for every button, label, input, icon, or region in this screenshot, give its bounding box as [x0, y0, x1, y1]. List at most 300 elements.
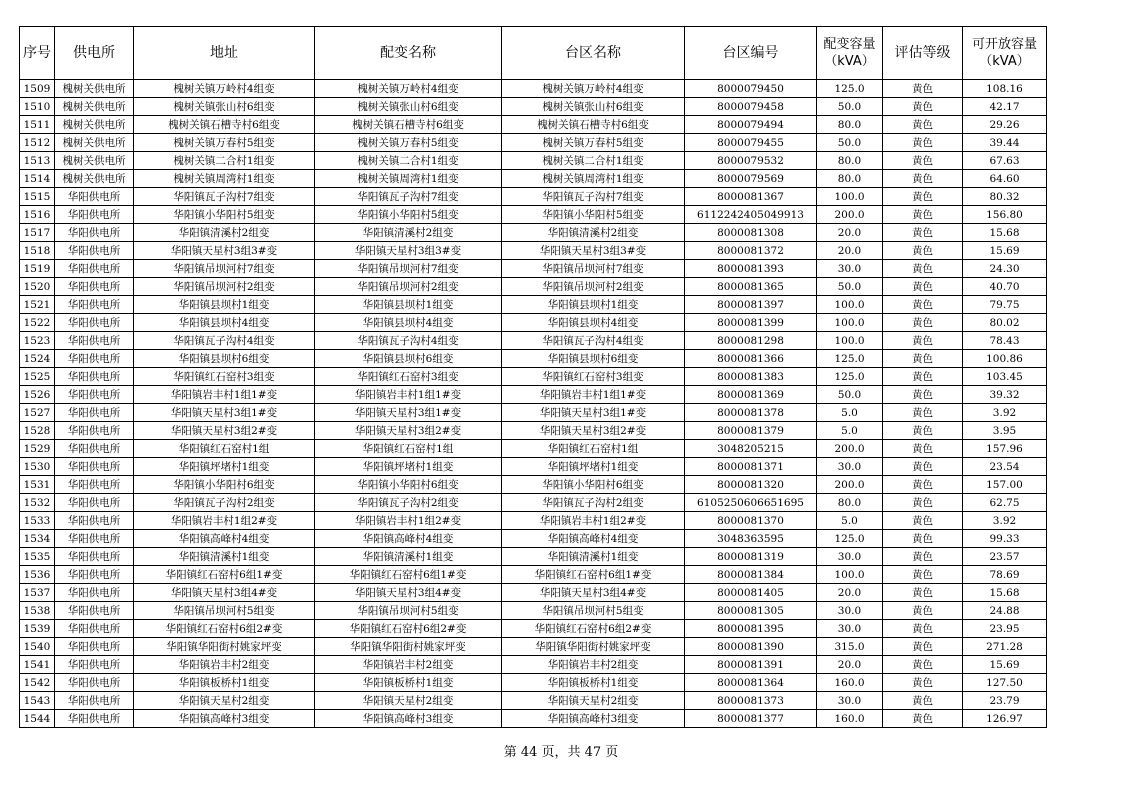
cell-area-code: 8000081319	[685, 548, 817, 566]
cell-area-name: 华阳镇天星村3组2#变	[502, 422, 685, 440]
cell-area-code: 8000081370	[685, 512, 817, 530]
cell-grade: 黄色	[883, 620, 963, 638]
cell-station: 华阳供电所	[55, 278, 134, 296]
cell-area-name: 华阳镇瓦子沟村4组变	[502, 332, 685, 350]
cell-open-capacity: 39.44	[963, 134, 1047, 152]
cell-open-capacity: 39.32	[963, 386, 1047, 404]
cell-station: 华阳供电所	[55, 350, 134, 368]
cell-transformer-name: 华阳镇天星村3组4#变	[315, 584, 502, 602]
cell-grade: 黄色	[883, 134, 963, 152]
cell-area-code: 8000081390	[685, 638, 817, 656]
cell-transformer-name: 华阳镇吊坝河村5组变	[315, 602, 502, 620]
cell-area-code: 8000081383	[685, 368, 817, 386]
cell-capacity: 50.0	[817, 386, 883, 404]
cell-index: 1522	[20, 314, 55, 332]
cell-address: 华阳镇县坝村4组变	[134, 314, 315, 332]
cell-area-name: 华阳镇清溪村1组变	[502, 548, 685, 566]
cell-address: 华阳镇红石窑村6组1#变	[134, 566, 315, 584]
cell-area-name: 槐树关镇二合村1组变	[502, 152, 685, 170]
cell-station: 槐树关供电所	[55, 134, 134, 152]
cell-area-name: 华阳镇天星村3组1#变	[502, 404, 685, 422]
cell-address: 华阳镇高峰村4组变	[134, 530, 315, 548]
cell-capacity: 100.0	[817, 332, 883, 350]
cell-address: 华阳镇县坝村1组变	[134, 296, 315, 314]
cell-index: 1514	[20, 170, 55, 188]
cell-station: 华阳供电所	[55, 458, 134, 476]
cell-capacity: 100.0	[817, 188, 883, 206]
table-row	[20, 350, 1047, 368]
cell-area-name: 槐树关镇万岭村4组变	[502, 80, 685, 98]
cell-open-capacity: 271.28	[963, 638, 1047, 656]
cell-index: 1533	[20, 512, 55, 530]
cell-transformer-name: 华阳镇天星村3组3#变	[315, 242, 502, 260]
cell-area-name: 华阳镇吊坝河村7组变	[502, 260, 685, 278]
table-row	[20, 404, 1047, 422]
cell-index: 1538	[20, 602, 55, 620]
cell-open-capacity: 67.63	[963, 152, 1047, 170]
cell-area-code: 8000081384	[685, 566, 817, 584]
cell-grade: 黄色	[883, 530, 963, 548]
cell-grade: 黄色	[883, 674, 963, 692]
cell-open-capacity: 24.88	[963, 602, 1047, 620]
cell-address: 华阳镇天星村3组4#变	[134, 584, 315, 602]
cell-capacity: 100.0	[817, 566, 883, 584]
cell-capacity: 50.0	[817, 134, 883, 152]
cell-transformer-name: 华阳镇天星村2组变	[315, 692, 502, 710]
cell-open-capacity: 100.86	[963, 350, 1047, 368]
cell-index: 1518	[20, 242, 55, 260]
cell-index: 1527	[20, 404, 55, 422]
table-row	[20, 584, 1047, 602]
cell-index: 1544	[20, 710, 55, 728]
cell-area-code: 8000081365	[685, 278, 817, 296]
cell-station: 华阳供电所	[55, 638, 134, 656]
cell-address: 槐树关镇张山村6组变	[134, 98, 315, 116]
cell-index: 1521	[20, 296, 55, 314]
table-row	[20, 188, 1047, 206]
cell-index: 1520	[20, 278, 55, 296]
cell-capacity: 20.0	[817, 584, 883, 602]
table-row	[20, 602, 1047, 620]
table-row	[20, 80, 1047, 98]
cell-capacity: 100.0	[817, 314, 883, 332]
cell-capacity: 100.0	[817, 296, 883, 314]
cell-area-name: 华阳镇高峰村3组变	[502, 710, 685, 728]
cell-index: 1524	[20, 350, 55, 368]
cell-open-capacity: 78.69	[963, 566, 1047, 584]
cell-area-code: 8000081393	[685, 260, 817, 278]
cell-index: 1535	[20, 548, 55, 566]
cell-station: 华阳供电所	[55, 620, 134, 638]
cell-transformer-name: 槐树关镇二合村1组变	[315, 152, 502, 170]
table-row	[20, 494, 1047, 512]
cell-index: 1528	[20, 422, 55, 440]
cell-grade: 黄色	[883, 242, 963, 260]
cell-transformer-name: 槐树关镇万岭村4组变	[315, 80, 502, 98]
cell-area-name: 华阳镇红石窑村6组2#变	[502, 620, 685, 638]
cell-grade: 黄色	[883, 458, 963, 476]
cell-station: 华阳供电所	[55, 332, 134, 350]
cell-station: 华阳供电所	[55, 224, 134, 242]
cell-index: 1531	[20, 476, 55, 494]
cell-index: 1534	[20, 530, 55, 548]
cell-transformer-name: 华阳镇清溪村1组变	[315, 548, 502, 566]
cell-open-capacity: 103.45	[963, 368, 1047, 386]
cell-address: 华阳镇天星村3组2#变	[134, 422, 315, 440]
cell-grade: 黄色	[883, 188, 963, 206]
cell-address: 华阳镇高峰村3组变	[134, 710, 315, 728]
cell-address: 华阳镇岩丰村2组变	[134, 656, 315, 674]
cell-area-name: 槐树关镇周湾村1组变	[502, 170, 685, 188]
cell-area-name: 华阳镇红石窑村3组变	[502, 368, 685, 386]
cell-open-capacity: 23.57	[963, 548, 1047, 566]
header-transformer-name: 配变名称	[315, 27, 502, 80]
cell-capacity: 5.0	[817, 404, 883, 422]
cell-grade: 黄色	[883, 368, 963, 386]
cell-index: 1525	[20, 368, 55, 386]
cell-grade: 黄色	[883, 350, 963, 368]
cell-area-name: 槐树关镇张山村6组变	[502, 98, 685, 116]
cell-transformer-name: 华阳镇板桥村1组变	[315, 674, 502, 692]
cell-open-capacity: 80.02	[963, 314, 1047, 332]
header-grade: 评估等级	[883, 27, 963, 80]
header-station: 供电所	[55, 27, 134, 80]
cell-area-name: 华阳镇小华阳村5组变	[502, 206, 685, 224]
cell-grade: 黄色	[883, 692, 963, 710]
cell-open-capacity: 3.92	[963, 404, 1047, 422]
cell-capacity: 30.0	[817, 620, 883, 638]
cell-index: 1530	[20, 458, 55, 476]
cell-address: 华阳镇天星村3组3#变	[134, 242, 315, 260]
cell-transformer-name: 华阳镇天星村3组1#变	[315, 404, 502, 422]
cell-area-code: 8000079569	[685, 170, 817, 188]
cell-area-name: 华阳镇小华阳村6组变	[502, 476, 685, 494]
table-row	[20, 440, 1047, 458]
table-row	[20, 314, 1047, 332]
cell-transformer-name: 华阳镇岩丰村1组2#变	[315, 512, 502, 530]
cell-capacity: 160.0	[817, 674, 883, 692]
cell-index: 1515	[20, 188, 55, 206]
cell-area-name: 华阳镇岩丰村1组2#变	[502, 512, 685, 530]
cell-transformer-name: 槐树关镇石槽寺村6组变	[315, 116, 502, 134]
cell-transformer-name: 华阳镇岩丰村1组1#变	[315, 386, 502, 404]
cell-open-capacity: 157.00	[963, 476, 1047, 494]
cell-transformer-name: 华阳镇小华阳村6组变	[315, 476, 502, 494]
header-area-code: 台区编号	[685, 27, 817, 80]
cell-station: 华阳供电所	[55, 422, 134, 440]
cell-capacity: 20.0	[817, 656, 883, 674]
table-row	[20, 332, 1047, 350]
page-footer: 第 44 页，共 47 页	[503, 745, 619, 760]
cell-station: 华阳供电所	[55, 494, 134, 512]
cell-index: 1539	[20, 620, 55, 638]
cell-station: 槐树关供电所	[55, 116, 134, 134]
cell-index: 1540	[20, 638, 55, 656]
cell-transformer-name: 华阳镇红石窑村1组	[315, 440, 502, 458]
cell-address: 华阳镇清溪村1组变	[134, 548, 315, 566]
cell-address: 槐树关镇二合村1组变	[134, 152, 315, 170]
cell-address: 华阳镇岩丰村1组1#变	[134, 386, 315, 404]
table-row	[20, 656, 1047, 674]
cell-area-name: 华阳镇县坝村1组变	[502, 296, 685, 314]
cell-capacity: 50.0	[817, 278, 883, 296]
cell-open-capacity: 15.68	[963, 224, 1047, 242]
cell-address: 华阳镇吊坝河村5组变	[134, 602, 315, 620]
cell-capacity: 30.0	[817, 548, 883, 566]
cell-address: 华阳镇小华阳村5组变	[134, 206, 315, 224]
cell-area-code: 8000081395	[685, 620, 817, 638]
cell-capacity: 5.0	[817, 512, 883, 530]
cell-address: 华阳镇板桥村1组变	[134, 674, 315, 692]
cell-capacity: 200.0	[817, 440, 883, 458]
cell-area-code: 8000081320	[685, 476, 817, 494]
capacity-table	[19, 26, 1047, 728]
cell-station: 槐树关供电所	[55, 98, 134, 116]
cell-index: 1513	[20, 152, 55, 170]
cell-station: 华阳供电所	[55, 476, 134, 494]
cell-index: 1526	[20, 386, 55, 404]
cell-address: 华阳镇瓦子沟村4组变	[134, 332, 315, 350]
table-row	[20, 422, 1047, 440]
cell-transformer-name: 华阳镇吊坝河村7组变	[315, 260, 502, 278]
cell-capacity: 80.0	[817, 494, 883, 512]
header-area-name: 台区名称	[502, 27, 685, 80]
cell-area-code: 3048363595	[685, 530, 817, 548]
cell-index: 1516	[20, 206, 55, 224]
cell-index: 1532	[20, 494, 55, 512]
cell-transformer-name: 华阳镇清溪村2组变	[315, 224, 502, 242]
cell-capacity: 125.0	[817, 368, 883, 386]
cell-station: 槐树关供电所	[55, 152, 134, 170]
table-row	[20, 674, 1047, 692]
table-row	[20, 620, 1047, 638]
cell-area-code: 6105250606651695	[685, 494, 817, 512]
cell-area-code: 8000081379	[685, 422, 817, 440]
cell-transformer-name: 槐树关镇万春村5组变	[315, 134, 502, 152]
cell-open-capacity: 23.95	[963, 620, 1047, 638]
cell-station: 华阳供电所	[55, 584, 134, 602]
cell-area-code: 8000079455	[685, 134, 817, 152]
cell-grade: 黄色	[883, 152, 963, 170]
table-row	[20, 368, 1047, 386]
cell-area-name: 槐树关镇石槽寺村6组变	[502, 116, 685, 134]
cell-open-capacity: 15.69	[963, 656, 1047, 674]
header-capacity: 配变容量（kVA）	[817, 27, 883, 80]
cell-address: 华阳镇天星村3组1#变	[134, 404, 315, 422]
table-row	[20, 458, 1047, 476]
cell-area-code: 8000081364	[685, 674, 817, 692]
cell-index: 1541	[20, 656, 55, 674]
table-row	[20, 152, 1047, 170]
cell-capacity: 200.0	[817, 476, 883, 494]
cell-address: 华阳镇华阳街村姚家坪变	[134, 638, 315, 656]
table-row	[20, 530, 1047, 548]
cell-grade: 黄色	[883, 116, 963, 134]
cell-transformer-name: 华阳镇瓦子沟村7组变	[315, 188, 502, 206]
cell-address: 华阳镇吊坝河村2组变	[134, 278, 315, 296]
cell-area-name: 华阳镇高峰村4组变	[502, 530, 685, 548]
cell-area-name: 华阳镇瓦子沟村7组变	[502, 188, 685, 206]
cell-index: 1517	[20, 224, 55, 242]
cell-grade: 黄色	[883, 224, 963, 242]
cell-grade: 黄色	[883, 296, 963, 314]
cell-transformer-name: 华阳镇县坝村6组变	[315, 350, 502, 368]
cell-area-name: 华阳镇坪堵村1组变	[502, 458, 685, 476]
table-row	[20, 242, 1047, 260]
cell-capacity: 160.0	[817, 710, 883, 728]
cell-capacity: 30.0	[817, 260, 883, 278]
cell-station: 华阳供电所	[55, 404, 134, 422]
cell-address: 华阳镇天星村2组变	[134, 692, 315, 710]
cell-area-code: 3048205215	[685, 440, 817, 458]
cell-area-code: 8000081405	[685, 584, 817, 602]
table-row	[20, 548, 1047, 566]
cell-station: 华阳供电所	[55, 296, 134, 314]
cell-transformer-name: 华阳镇瓦子沟村2组变	[315, 494, 502, 512]
table-row	[20, 566, 1047, 584]
cell-area-name: 华阳镇吊坝河村5组变	[502, 602, 685, 620]
cell-area-code: 8000081371	[685, 458, 817, 476]
cell-index: 1537	[20, 584, 55, 602]
cell-area-name: 槐树关镇万春村5组变	[502, 134, 685, 152]
cell-open-capacity: 126.97	[963, 710, 1047, 728]
cell-area-name: 华阳镇华阳街村姚家坪变	[502, 638, 685, 656]
cell-station: 华阳供电所	[55, 188, 134, 206]
cell-transformer-name: 华阳镇高峰村3组变	[315, 710, 502, 728]
cell-station: 华阳供电所	[55, 710, 134, 728]
cell-grade: 黄色	[883, 314, 963, 332]
cell-station: 华阳供电所	[55, 314, 134, 332]
header-index: 序号	[20, 27, 55, 80]
cell-station: 华阳供电所	[55, 548, 134, 566]
cell-open-capacity: 80.32	[963, 188, 1047, 206]
header-open-capacity: 可开放容量（kVA）	[963, 27, 1047, 80]
table-body	[20, 80, 1047, 728]
cell-area-code: 8000081298	[685, 332, 817, 350]
cell-area-name: 华阳镇吊坝河村2组变	[502, 278, 685, 296]
cell-area-code: 8000081308	[685, 224, 817, 242]
cell-capacity: 125.0	[817, 80, 883, 98]
cell-capacity: 200.0	[817, 206, 883, 224]
cell-grade: 黄色	[883, 638, 963, 656]
cell-capacity: 5.0	[817, 422, 883, 440]
cell-open-capacity: 99.33	[963, 530, 1047, 548]
cell-transformer-name: 华阳镇华阳街村姚家坪变	[315, 638, 502, 656]
cell-index: 1511	[20, 116, 55, 134]
cell-area-code: 8000081397	[685, 296, 817, 314]
table-row	[20, 692, 1047, 710]
cell-station: 槐树关供电所	[55, 170, 134, 188]
cell-open-capacity: 64.60	[963, 170, 1047, 188]
cell-area-name: 华阳镇天星村3组4#变	[502, 584, 685, 602]
cell-index: 1512	[20, 134, 55, 152]
cell-open-capacity: 78.43	[963, 332, 1047, 350]
cell-open-capacity: 3.92	[963, 512, 1047, 530]
table-row	[20, 710, 1047, 728]
cell-capacity: 125.0	[817, 350, 883, 368]
cell-transformer-name: 华阳镇高峰村4组变	[315, 530, 502, 548]
cell-grade: 黄色	[883, 710, 963, 728]
cell-area-name: 华阳镇瓦子沟村2组变	[502, 494, 685, 512]
cell-capacity: 80.0	[817, 116, 883, 134]
cell-grade: 黄色	[883, 170, 963, 188]
cell-area-name: 华阳镇县坝村4组变	[502, 314, 685, 332]
cell-address: 华阳镇红石窑村6组2#变	[134, 620, 315, 638]
cell-area-code: 8000081369	[685, 386, 817, 404]
cell-index: 1536	[20, 566, 55, 584]
cell-station: 华阳供电所	[55, 242, 134, 260]
cell-address: 华阳镇吊坝河村7组变	[134, 260, 315, 278]
cell-grade: 黄色	[883, 494, 963, 512]
cell-index: 1529	[20, 440, 55, 458]
cell-index: 1509	[20, 80, 55, 98]
cell-address: 槐树关镇万岭村4组变	[134, 80, 315, 98]
cell-grade: 黄色	[883, 440, 963, 458]
cell-area-code: 8000079494	[685, 116, 817, 134]
table-row	[20, 170, 1047, 188]
table-row	[20, 134, 1047, 152]
cell-grade: 黄色	[883, 584, 963, 602]
cell-area-code: 8000081373	[685, 692, 817, 710]
cell-station: 华阳供电所	[55, 368, 134, 386]
cell-open-capacity: 3.95	[963, 422, 1047, 440]
cell-open-capacity: 62.75	[963, 494, 1047, 512]
cell-transformer-name: 华阳镇岩丰村2组变	[315, 656, 502, 674]
table-row	[20, 116, 1047, 134]
cell-open-capacity: 42.17	[963, 98, 1047, 116]
cell-address: 华阳镇瓦子沟村7组变	[134, 188, 315, 206]
cell-transformer-name: 槐树关镇周湾村1组变	[315, 170, 502, 188]
cell-station: 华阳供电所	[55, 260, 134, 278]
cell-address: 华阳镇清溪村2组变	[134, 224, 315, 242]
cell-grade: 黄色	[883, 386, 963, 404]
cell-area-code: 8000079450	[685, 80, 817, 98]
table-row	[20, 476, 1047, 494]
cell-transformer-name: 华阳镇瓦子沟村4组变	[315, 332, 502, 350]
cell-open-capacity: 156.80	[963, 206, 1047, 224]
table-row	[20, 638, 1047, 656]
cell-index: 1523	[20, 332, 55, 350]
cell-capacity: 20.0	[817, 242, 883, 260]
cell-station: 槐树关供电所	[55, 80, 134, 98]
cell-capacity: 20.0	[817, 224, 883, 242]
cell-index: 1543	[20, 692, 55, 710]
cell-open-capacity: 127.50	[963, 674, 1047, 692]
cell-address: 华阳镇红石窑村1组	[134, 440, 315, 458]
cell-capacity: 30.0	[817, 692, 883, 710]
cell-open-capacity: 23.54	[963, 458, 1047, 476]
cell-transformer-name: 华阳镇县坝村1组变	[315, 296, 502, 314]
table-row	[20, 206, 1047, 224]
cell-transformer-name: 华阳镇红石窑村6组1#变	[315, 566, 502, 584]
cell-capacity: 30.0	[817, 602, 883, 620]
cell-capacity: 50.0	[817, 98, 883, 116]
cell-area-name: 华阳镇岩丰村1组1#变	[502, 386, 685, 404]
cell-grade: 黄色	[883, 602, 963, 620]
cell-station: 华阳供电所	[55, 692, 134, 710]
cell-area-code: 8000081366	[685, 350, 817, 368]
cell-grade: 黄色	[883, 422, 963, 440]
cell-area-name: 华阳镇天星村3组3#变	[502, 242, 685, 260]
cell-area-code: 8000081367	[685, 188, 817, 206]
cell-capacity: 30.0	[817, 458, 883, 476]
cell-area-name: 华阳镇清溪村2组变	[502, 224, 685, 242]
cell-area-name: 华阳镇板桥村1组变	[502, 674, 685, 692]
cell-capacity: 80.0	[817, 152, 883, 170]
cell-transformer-name: 华阳镇坪堵村1组变	[315, 458, 502, 476]
cell-address: 华阳镇坪堵村1组变	[134, 458, 315, 476]
cell-station: 华阳供电所	[55, 386, 134, 404]
